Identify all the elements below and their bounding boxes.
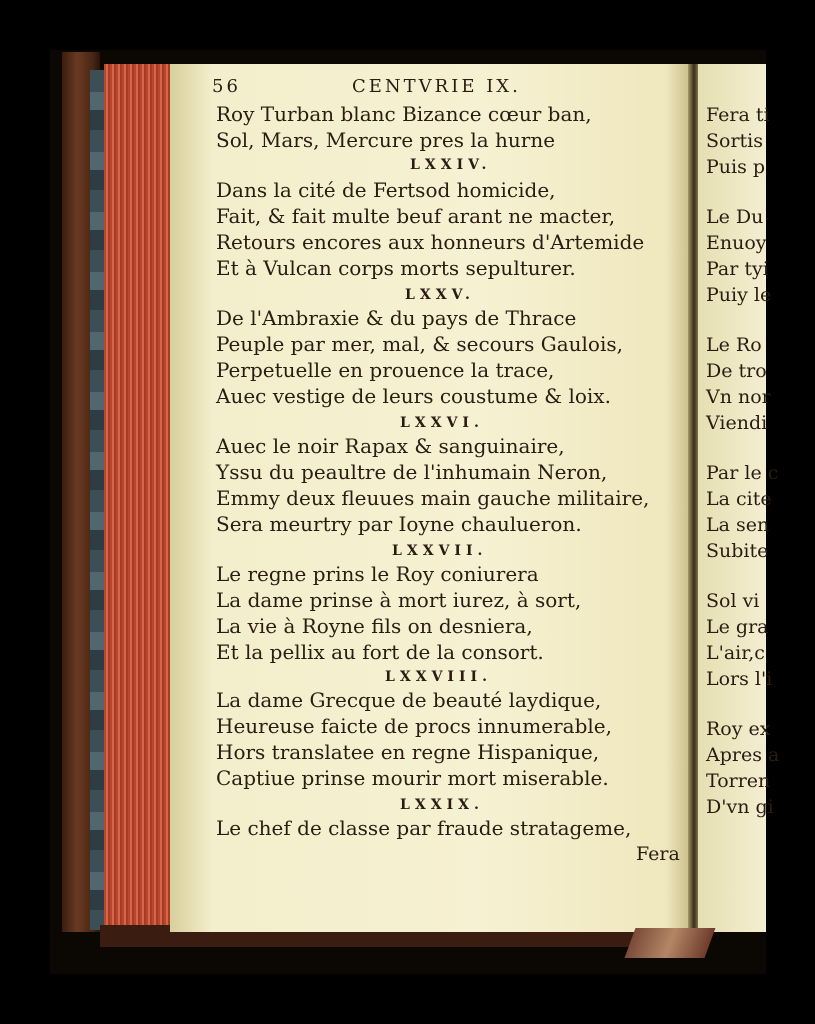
verse-line: Emmy deux fleuues main gauche militaire, [216, 486, 650, 510]
right-page-line: Subite [706, 540, 769, 562]
right-page-line: Torren [706, 770, 771, 792]
verse-line: La dame Grecque de beauté laydique, [216, 688, 602, 712]
verse-line: Le chef de classe par fraude stratageme, [216, 816, 632, 840]
bookmark-ribbon [625, 928, 716, 958]
quatrain-number: LXXVI. [400, 415, 484, 431]
right-page-line: Le gra [706, 616, 769, 638]
right-page-line: La cite [706, 488, 772, 510]
quatrain-number: LXXVIII. [385, 669, 492, 685]
right-page-line: Sortis [706, 130, 763, 152]
right-page-line: Apres a [706, 744, 780, 766]
right-page-line: Le Ro [706, 334, 762, 356]
verse-line: Sol, Mars, Mercure pres la hurne [216, 128, 556, 152]
right-page-line: L'air,c [706, 642, 765, 664]
quatrain-number: LXXVII. [392, 543, 488, 559]
red-page-edges [104, 64, 170, 930]
verse-line: Sera meurtry par Ioyne chaulueron. [216, 512, 582, 536]
verse-line: Heureuse faicte de procs innumerable, [216, 714, 612, 738]
spine-marbling [90, 70, 104, 930]
right-page-line: Par le c [706, 462, 779, 484]
verse-line: Dans la cité de Fertsod homicide, [216, 178, 556, 202]
verse-line: Auec le noir Rapax & sanguinaire, [216, 434, 565, 458]
right-page-line: Roy ex [706, 718, 771, 740]
verse-line: Peuple par mer, mal, & secours Gaulois, [216, 332, 623, 356]
verse-line: Et à Vulcan corps morts sepulturer. [216, 256, 576, 280]
verse-line: La dame prinse à mort iurez, à sort, [216, 588, 582, 612]
verse-line: Fait, & fait multe beuf arant ne macter, [216, 204, 616, 228]
verse-line: Auec vestige de leurs coustume & loix. [216, 384, 611, 408]
verse-line: Et la pellix au fort de la consort. [216, 640, 544, 664]
right-page-line: Fera ti [706, 104, 770, 126]
right-page-line: Lors l'i [706, 668, 773, 690]
right-page-line: Puiy le [706, 284, 772, 306]
verse-line: Captiue prinse mourir mort miserable. [216, 766, 609, 790]
right-page-line: D'vn gi [706, 796, 774, 818]
quatrain-number: LXXIV. [410, 157, 492, 173]
right-page-line: La sen [706, 514, 770, 536]
right-page-line: Par tyi [706, 258, 769, 280]
quatrain-number: LXXV. [405, 287, 475, 303]
right-page-line: Puis p [706, 156, 766, 178]
verse-line: Le regne prins le Roy coniurera [216, 562, 539, 586]
verse-line: Roy Turban blanc Bizance cœur ban, [216, 102, 592, 126]
verse-line: La vie à Royne fils on desniera, [216, 614, 533, 638]
verse-line: Yssu du peaultre de l'inhumain Neron, [216, 460, 608, 484]
right-page-line: Viendi [706, 412, 768, 434]
running-title: CENTVRIE IX. [352, 76, 521, 97]
catchword: Fera [636, 843, 680, 865]
verse-line: Retours encores aux honneurs d'Artemide [216, 230, 645, 254]
right-page-line: Vn nor [706, 386, 771, 408]
verse-line: Hors translatee en regne Hispanique, [216, 740, 600, 764]
verse-line: De l'Ambraxie & du pays de Thrace [216, 306, 577, 330]
right-page-line: Sol vi [706, 590, 760, 612]
verse-line: Perpetuelle en prouence la trace, [216, 358, 555, 382]
page-number: 56 [212, 76, 241, 97]
right-page-line: Enuoy [706, 232, 767, 254]
right-page-line: Le Du [706, 206, 764, 228]
quatrain-number: LXXIX. [400, 797, 484, 813]
right-page-line: De tro [706, 360, 767, 382]
